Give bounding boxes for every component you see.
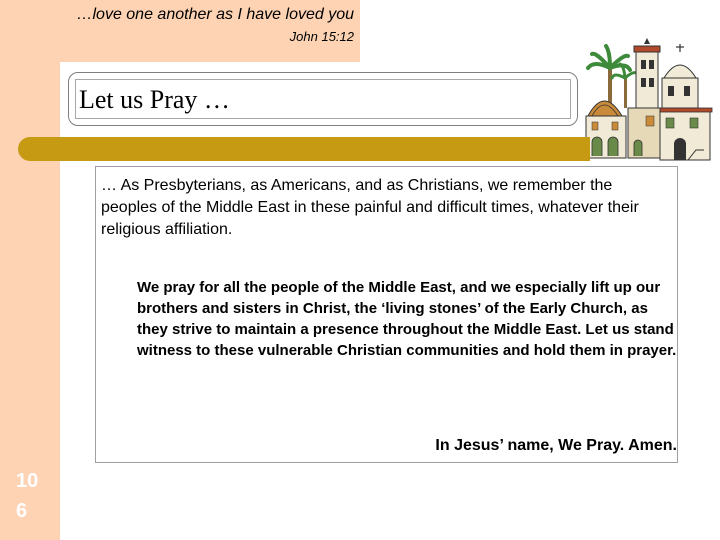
title-box [68,72,578,126]
church-dome-icon [662,44,698,108]
left-accent-bar [0,0,60,540]
slide-title: Let us Pray … [79,85,230,114]
verse-header [60,0,360,62]
house-icon [658,108,712,160]
verse-text: …love one another as I have loved you [76,6,354,23]
paragraph-remembrance: … As Presbyterians, as Americans, and as Christians, we remember the peoples of the Middle East in these painful and difficult times, whatever their religious affiliation. [101,177,639,238]
paragraph-prayer: We pray for all the people of the Middle East, and we especially lift up our brothers and sisters in Christ, the ‘living stones’ of the Early Church, as they strive to maintain a presence throughout the Middle East. Let us stand witness to these vulnerable Christian communities and hold them in prayer. [137,279,677,359]
closing-line: In Jesus’ name, We Pray. Amen. [435,437,677,454]
dome-building-icon [586,101,626,158]
verse-reference: John 15:12 [289,29,354,44]
gold-divider-bar [18,137,590,161]
page-number: 10 6 [16,470,39,522]
village-illustration [584,38,714,163]
